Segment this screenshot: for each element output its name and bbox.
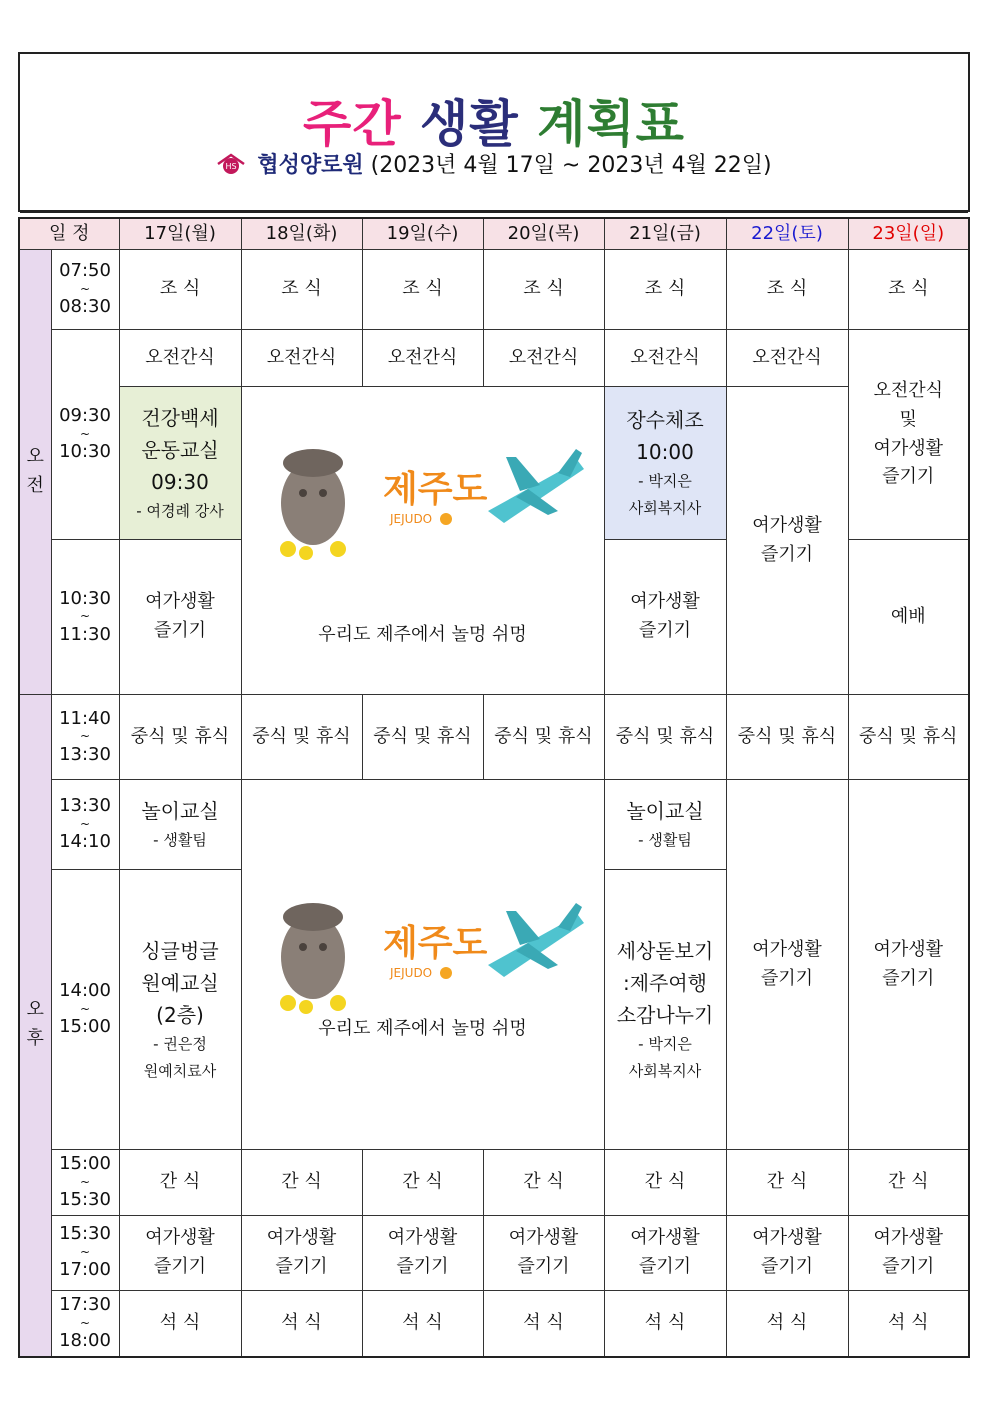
day-wed: 19일(수) — [362, 218, 483, 250]
jeju-logo-text: 제주도 — [382, 923, 487, 965]
lunch-cell: 중식 및 휴식 — [848, 695, 969, 780]
jeju-trip-caption: 우리도 제주에서 놀멍 쉬멍 — [318, 1018, 527, 1040]
snack-cell: 오전간식 — [362, 330, 483, 387]
time-cell: 07:50 ~ 08:30 — [51, 250, 119, 330]
meal-cell: 조 식 — [848, 250, 969, 330]
subtitle — [20, 148, 968, 179]
dinner-cell: 석 식 — [241, 1290, 362, 1356]
dinner-cell: 석 식 — [119, 1290, 241, 1356]
time-cell: 15:30 ~ 17:00 — [51, 1215, 119, 1290]
leisure-cell: 여가생활 즐기기 — [241, 1215, 362, 1290]
day-sun: 23일(일) — [848, 218, 969, 250]
snack-cell: 오전간식 — [726, 330, 848, 387]
dinner-cell: 석 식 — [604, 1290, 726, 1356]
snack-cell: 오전간식 — [483, 330, 604, 387]
header-row — [19, 218, 969, 250]
jeju-trip-cell-am — [241, 387, 604, 695]
lunch-cell: 중식 및 휴식 — [241, 695, 362, 780]
play-class-cell: 놀이교실 - 생활팀 — [119, 780, 241, 870]
meal-cell: 조 식 — [119, 250, 241, 330]
dinner-cell: 석 식 — [848, 1290, 969, 1356]
title-word-3: 계획표 — [537, 95, 685, 153]
row-breakfast — [19, 250, 969, 330]
leisure-cell: 여가생활 즐기기 — [604, 540, 726, 695]
snack-cell: 간 식 — [604, 1150, 726, 1216]
day-mon: 17일(월) — [119, 218, 241, 250]
snack-cell: 간 식 — [119, 1150, 241, 1216]
home-logo-icon — [216, 153, 246, 175]
logo-text: HS — [225, 162, 237, 171]
meal-cell: 조 식 — [483, 250, 604, 330]
row-leisure — [19, 1215, 969, 1290]
snack-cell: 간 식 — [483, 1150, 604, 1216]
lunch-cell: 중식 및 휴식 — [362, 695, 483, 780]
page-title — [20, 84, 968, 156]
row-dinner — [19, 1290, 969, 1356]
leisure-cell: 여가생활 즐기기 — [726, 387, 848, 695]
time-cell: 11:40 ~ 13:30 — [51, 695, 119, 780]
leisure-cell: 여가생활 즐기기 — [604, 1215, 726, 1290]
leisure-cell: 여가생활 즐기기 — [726, 780, 848, 1150]
time-cell: 10:30 ~ 11:30 — [51, 540, 119, 695]
lunch-cell: 중식 및 휴식 — [119, 695, 241, 780]
leisure-cell: 여가생활 즐기기 — [119, 540, 241, 695]
leisure-cell: 여가생활 즐기기 — [726, 1215, 848, 1290]
meal-cell: 조 식 — [241, 250, 362, 330]
snack-cell: 간 식 — [726, 1150, 848, 1216]
dinner-cell: 석 식 — [483, 1290, 604, 1356]
time-cell: 17:30 ~ 18:00 — [51, 1290, 119, 1356]
day-fri: 21일(금) — [604, 218, 726, 250]
dinner-cell: 석 식 — [362, 1290, 483, 1356]
leisure-cell: 여가생활 즐기기 — [848, 780, 969, 1150]
jeju-trip-caption: 우리도 제주에서 놀멍 쉬멍 — [318, 624, 527, 646]
header — [18, 52, 970, 212]
title-word-2: 생활 — [420, 95, 519, 153]
leisure-cell: 여가생활 즐기기 — [362, 1215, 483, 1290]
longevity-exercise-cell: 장수체조 10:00 - 박지은 사회복지사 — [604, 387, 726, 540]
leisure-cell: 여가생활 즐기기 — [848, 1215, 969, 1290]
jeju-logo-text: 제주도 — [382, 469, 487, 511]
date-range: (2023년 4월 17일 ~ 2023년 4월 22일) — [370, 153, 772, 178]
lunch-cell: 중식 및 휴식 — [726, 695, 848, 780]
dinner-cell: 석 식 — [726, 1290, 848, 1356]
day-sat: 22일(토) — [726, 218, 848, 250]
jeju-logo-en: JEJUDO — [389, 966, 432, 981]
schedule-label: 일 정 — [19, 218, 119, 250]
trip-review-cell: 세상돋보기 :제주여행 소감나누기 - 박지은 사회복지사 — [604, 870, 726, 1150]
jeju-illustration-icon — [258, 885, 588, 1015]
time-cell: 14:00 ~ 15:00 — [51, 870, 119, 1150]
exercise-class-cell: 건강백세 운동교실 09:30 - 여경례 강사 — [119, 387, 241, 540]
org-name: 협성양로원 — [257, 153, 364, 178]
day-thu: 20일(목) — [483, 218, 604, 250]
title-word-1: 주간 — [303, 95, 402, 153]
meal-cell: 조 식 — [362, 250, 483, 330]
row-lunch — [19, 695, 969, 780]
snack-cell: 오전간식 — [604, 330, 726, 387]
row-am-program — [19, 387, 969, 540]
gardening-class-cell: 싱글벙글 원예교실 (2층) - 권은정 원예치료사 — [119, 870, 241, 1150]
leisure-cell: 여가생활 즐기기 — [483, 1215, 604, 1290]
row-snack — [19, 1150, 969, 1216]
leisure-cell: 여가생활 즐기기 — [119, 1215, 241, 1290]
row-play — [19, 780, 969, 870]
meal-cell: 조 식 — [604, 250, 726, 330]
time-cell: 13:30 ~ 14:10 — [51, 780, 119, 870]
time-cell: 09:30 ~ 10:30 — [51, 330, 119, 540]
lunch-cell: 중식 및 휴식 — [483, 695, 604, 780]
jeju-trip-cell-pm — [241, 780, 604, 1150]
worship-cell: 예배 — [848, 540, 969, 695]
snack-cell: 간 식 — [848, 1150, 969, 1216]
play-class-cell: 놀이교실 - 생활팀 — [604, 780, 726, 870]
row-am-snack — [19, 330, 969, 387]
jeju-logo-en: JEJUDO — [389, 512, 432, 527]
meal-cell: 조 식 — [726, 250, 848, 330]
snack-cell: 간 식 — [362, 1150, 483, 1216]
day-tue: 18일(화) — [241, 218, 362, 250]
time-cell: 15:00 ~ 15:30 — [51, 1150, 119, 1216]
snack-cell: 간 식 — [241, 1150, 362, 1216]
snack-cell: 오전간식 — [241, 330, 362, 387]
period-pm: 오 후 — [19, 695, 51, 1357]
period-am: 오 전 — [19, 250, 51, 695]
schedule-table — [18, 217, 970, 1358]
snack-cell: 오전간식 — [119, 330, 241, 387]
jeju-illustration-icon — [258, 431, 588, 561]
lunch-cell: 중식 및 휴식 — [604, 695, 726, 780]
snack-leisure-cell: 오전간식 및 여가생활 즐기기 — [848, 330, 969, 540]
